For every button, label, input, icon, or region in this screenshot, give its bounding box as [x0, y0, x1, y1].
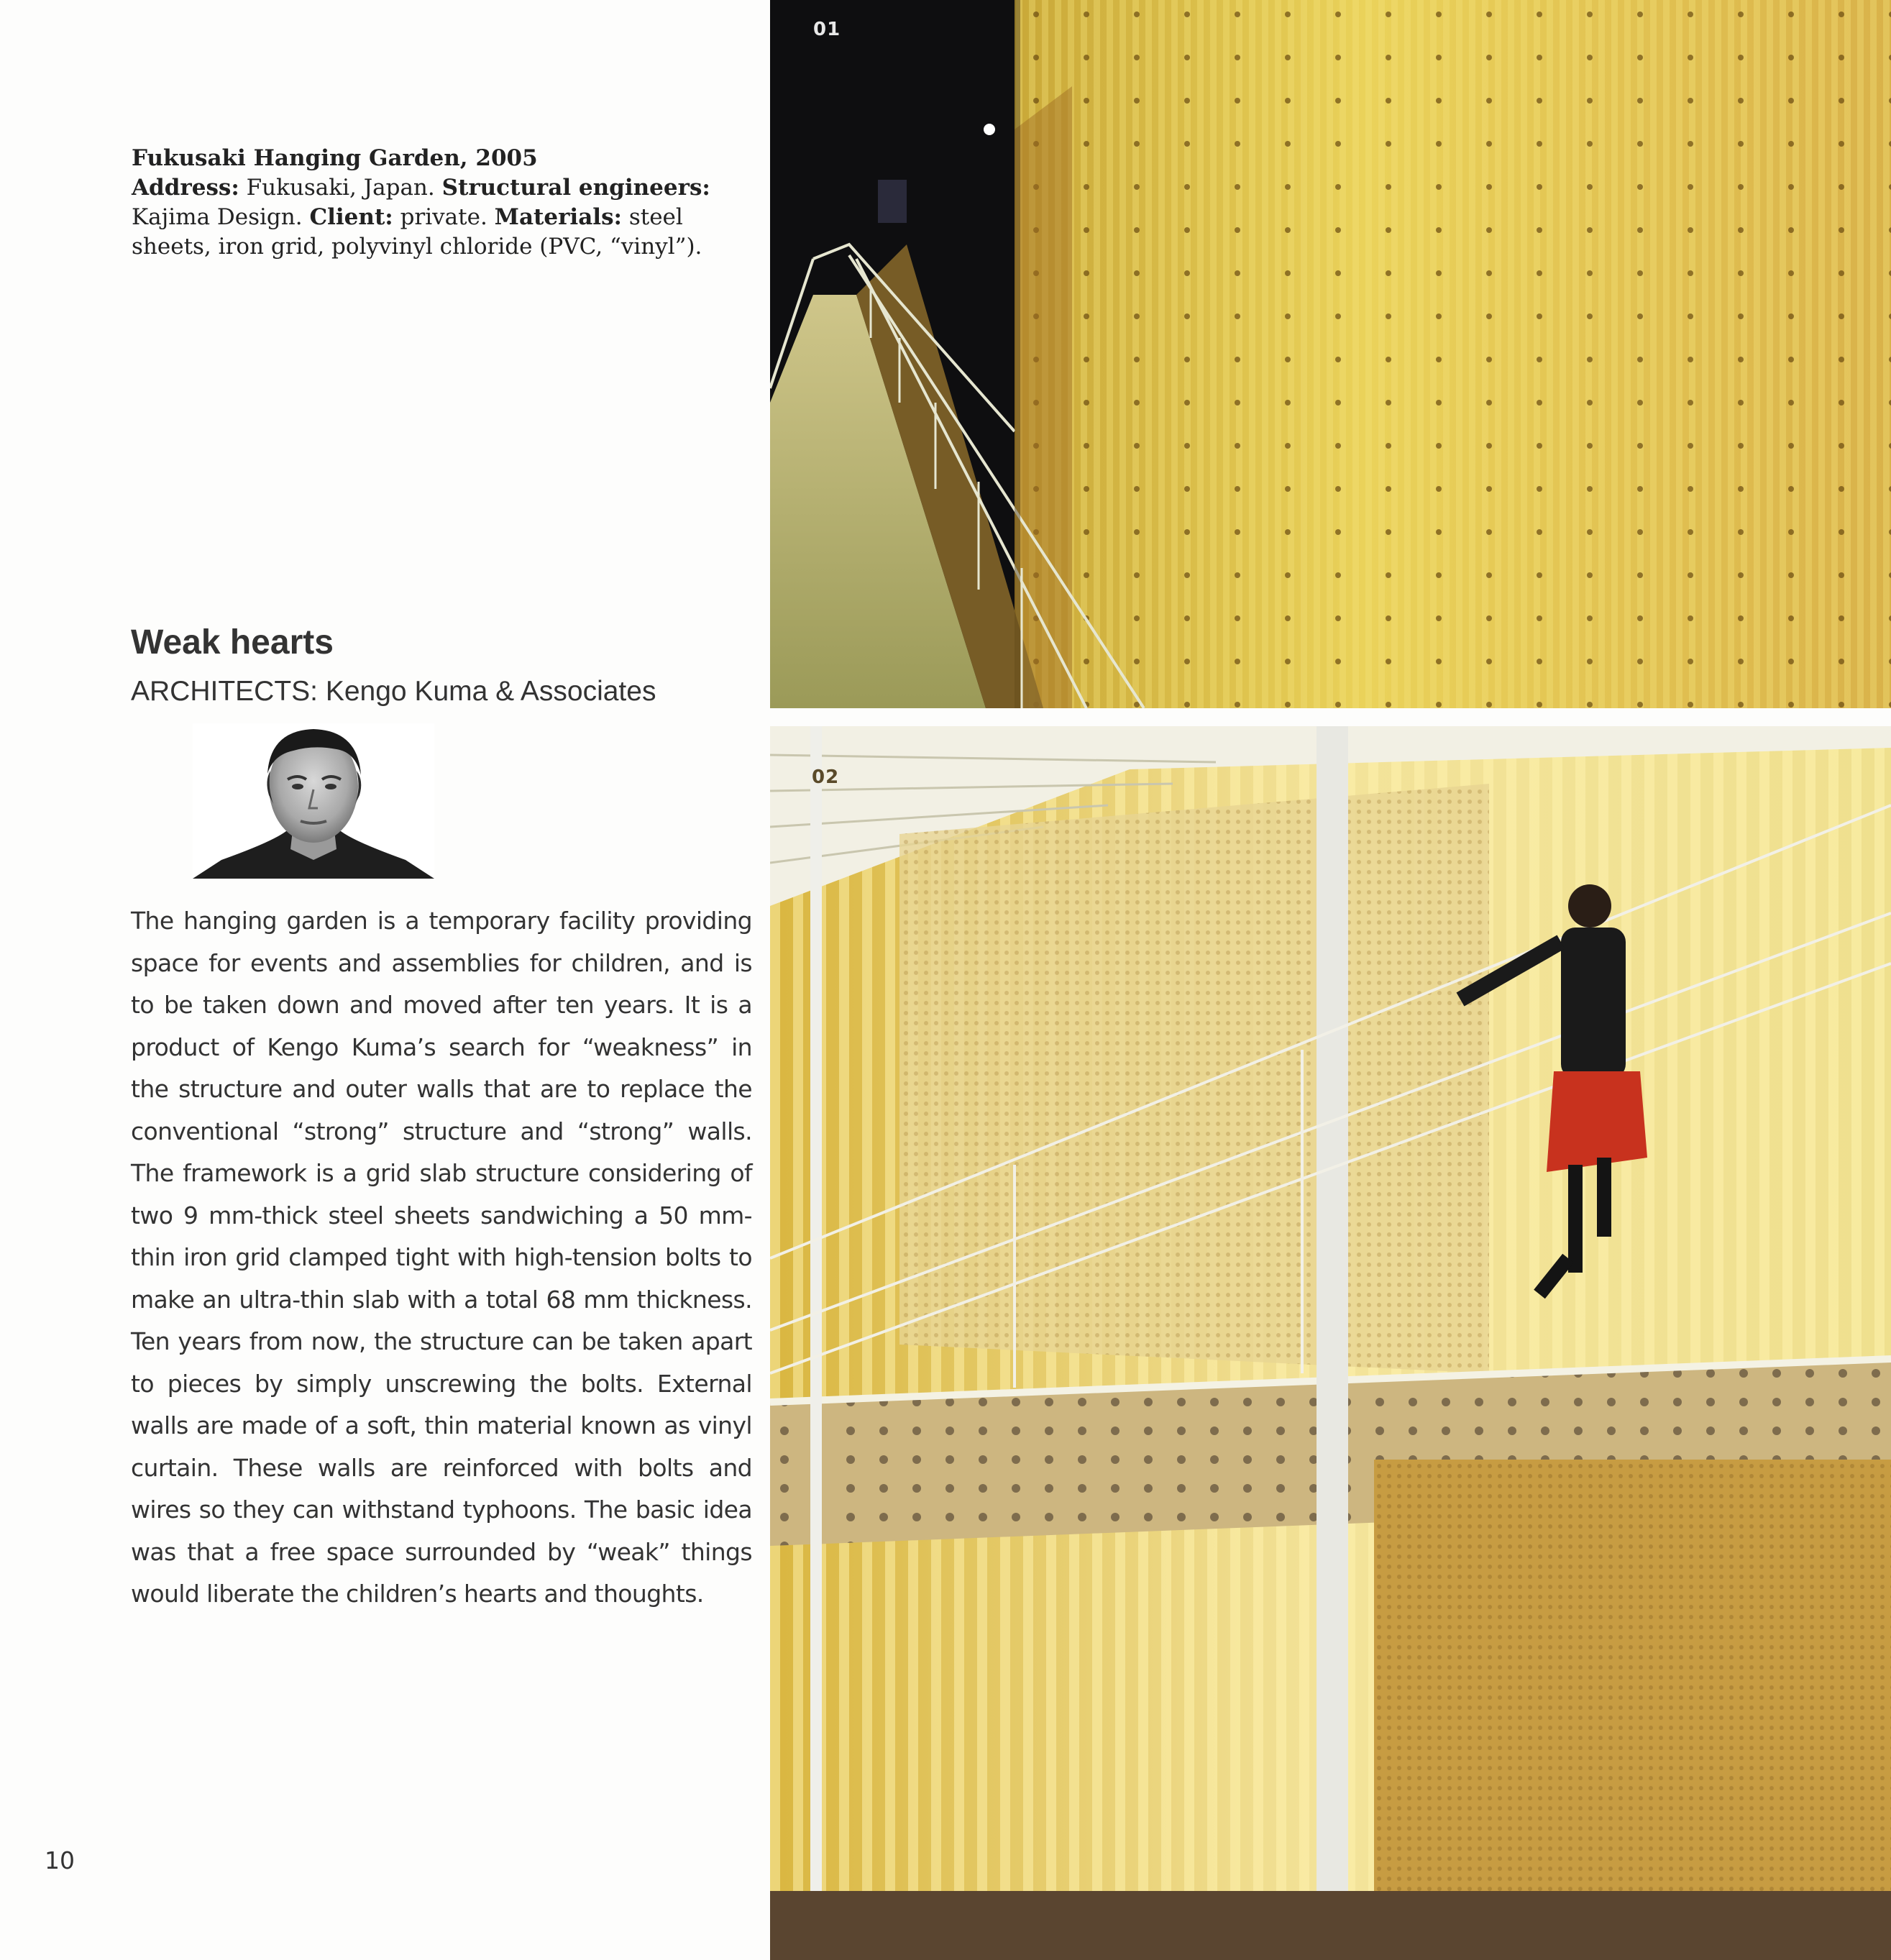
materials-label: Materials:	[494, 204, 622, 230]
article-body: The hanging garden is a temporary facility providing space for events and assemblies for children, and is to be taken down and moved after ten years. It is a product of Kengo Kuma’s search for “weakness” in the structure and outer walls that are to replace the conventional “strong” structure and “strong” walls. The framework is a grid slab structure considering of two 9 mm-thick steel sheets sandwiching a 50 mm-thin iron grid clamped tight with high-tension bolts to make an ultra-thin slab with a total 68 mm thickness. Ten years from now, the structure can be taken apart to pieces by simply unscrewing the bolts. External walls are made of a soft, thin material known as vinyl curtain. These walls are reinforced with bolts and wires so they can withstand typhoons. The basic idea was that a free space surrounded by “weak” things would liberate the children’s hearts and thoughts.	[131, 907, 752, 1608]
engineers-value: Kajima Design.	[132, 204, 303, 230]
address-value: Fukusaki, Japan.	[246, 175, 435, 201]
photo-02-label: 02	[812, 766, 840, 788]
engineers-label: Structural engineers:	[441, 175, 710, 201]
photo-01	[770, 0, 1891, 708]
address-label: Address:	[132, 175, 239, 201]
architect-portrait	[193, 723, 434, 879]
materials-value: steel sheets, iron grid, polyvinyl chloride (PVC, “vinyl”).	[132, 204, 702, 260]
architects-line: ARCHITECTS: Kengo Kuma & Associates	[131, 676, 656, 707]
project-title: Fukusaki Hanging Garden, 2005	[132, 145, 538, 171]
client-label: Client:	[309, 204, 393, 230]
project-caption	[132, 144, 757, 262]
photo-02	[770, 726, 1891, 1960]
article-heading: Weak hearts	[131, 623, 334, 661]
photo-01-label: 01	[813, 19, 841, 40]
client-value: private.	[400, 204, 487, 230]
page-number: 10	[45, 1846, 75, 1874]
